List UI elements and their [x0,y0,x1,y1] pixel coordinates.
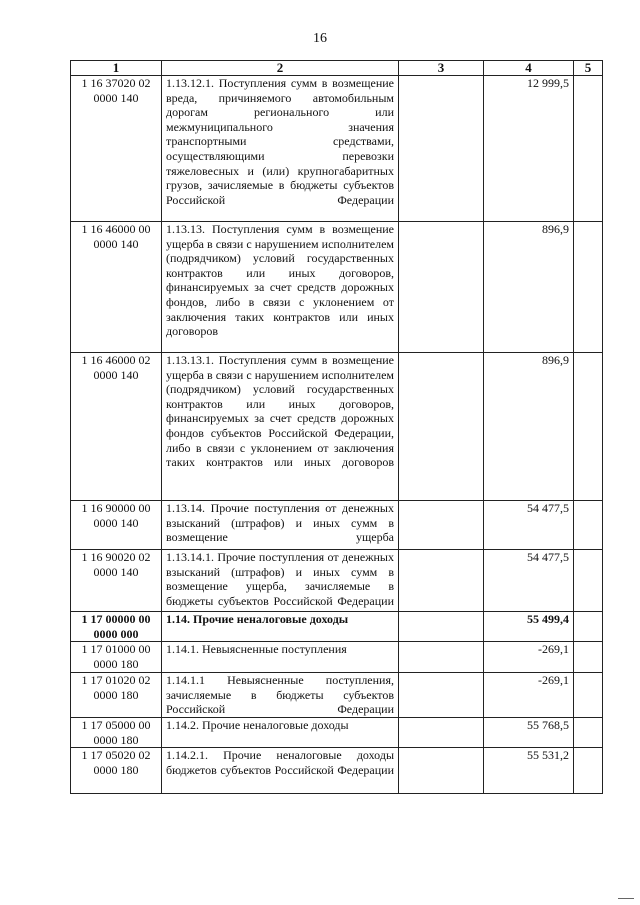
revenue-table [70,60,603,794]
empty-cell [574,501,603,550]
page-number: 16 [313,31,327,46]
empty-cell [399,550,484,612]
table-row [71,748,603,794]
empty-cell [399,353,484,501]
table-row [71,501,603,550]
empty-cell [399,642,484,673]
amount-cell: 55 499,4 [484,612,574,642]
name-cell: 1.14.1. Невыясненные поступления [162,642,399,673]
table-row [71,673,603,718]
code-cell: 1 16 46000 00 0000 140 [71,222,162,353]
name-cell: 1.14. Прочие неналоговые доходы [162,612,399,642]
name-cell: 1.13.13.1. Поступления сумм в возмещение ущерба в связи с нарушением исполнителем (подрядчиком) условий государственных контрактов или иных договоров, финансируемых за счет средств дорожных фондов субъектов Российской Федерации, либо в связи с уклонением от заключения таких контрактов или иных договоров [162,353,399,501]
empty-cell [574,76,603,222]
code-cell: 1 16 37020 02 0000 140 [71,76,162,222]
amount-cell: -269,1 [484,642,574,673]
code-cell: 1 16 46000 02 0000 140 [71,353,162,501]
empty-cell [399,222,484,353]
column-header-4: 4 [484,61,574,76]
empty-cell [399,76,484,222]
code-cell: 1 17 05020 02 0000 180 [71,748,162,794]
empty-cell [399,748,484,794]
empty-cell [574,748,603,794]
name-cell: 1.13.14.1. Прочие поступления от денежных взысканий (штрафов) и иных сумм в возмещение ущерба, зачисляемые в бюджеты субъектов Российской Федерации [162,550,399,612]
amount-cell: 54 477,5 [484,501,574,550]
column-header-1: 1 [71,61,162,76]
empty-cell [399,612,484,642]
name-cell: 1.14.2.1. Прочие неналоговые доходы бюджетов субъектов Российской Федерации [162,748,399,794]
name-cell: 1.14.2. Прочие неналоговые доходы [162,717,399,747]
amount-cell: 55 768,5 [484,717,574,747]
amount-cell: -269,1 [484,673,574,718]
empty-cell [574,642,603,673]
code-cell: 1 16 90000 00 0000 140 [71,501,162,550]
name-cell: 1.14.1.1 Невыясненные поступления, зачисляемые в бюджеты субъектов Российской Федерации [162,673,399,718]
column-header-5: 5 [574,61,603,76]
name-cell: 1.13.13. Поступления сумм в возмещение ущерба в связи с нарушением исполнителем (подрядчиком) условий государственных контрактов или иных договоров, финансируемых за счет средств дорожных фондов, либо в связи с уклонением от заключения таких контрактов или иных договоров [162,222,399,353]
empty-cell [574,222,603,353]
amount-cell: 55 531,2 [484,748,574,794]
code-cell: 1 17 05000 00 0000 180 [71,717,162,747]
code-cell: 1 17 01020 02 0000 180 [71,673,162,718]
table-row [71,642,603,673]
table-row [71,717,603,747]
amount-cell: 12 999,5 [484,76,574,222]
table-row [71,550,603,612]
name-cell: 1.13.14. Прочие поступления от денежных взысканий (штрафов) и иных сумм в возмещение ущерба [162,501,399,550]
amount-cell: 896,9 [484,222,574,353]
empty-cell [574,673,603,718]
column-header-2: 2 [162,61,399,76]
amount-cell: 54 477,5 [484,550,574,612]
code-cell: 1 17 00000 00 0000 000 [71,612,162,642]
table-header-row [71,61,603,76]
table-row [71,222,603,353]
empty-cell [574,612,603,642]
empty-cell [574,717,603,747]
table-row [71,353,603,501]
empty-cell [399,501,484,550]
corner-mark [618,898,634,899]
name-cell: 1.13.12.1. Поступления сумм в возмещение вреда, причиняемого автомобильным дорогам регионального или межмуниципального значения транспортными средствами, осуществляющими перевозки тяжеловесных и (или) крупногабаритных грузов, зачисляемые в бюджеты субъектов Российской Федерации [162,76,399,222]
amount-cell: 896,9 [484,353,574,501]
column-header-3: 3 [399,61,484,76]
empty-cell [574,353,603,501]
code-cell: 1 17 01000 00 0000 180 [71,642,162,673]
empty-cell [399,673,484,718]
empty-cell [574,550,603,612]
code-cell: 1 16 90020 02 0000 140 [71,550,162,612]
table-row [71,612,603,642]
table-row [71,76,603,222]
empty-cell [399,717,484,747]
